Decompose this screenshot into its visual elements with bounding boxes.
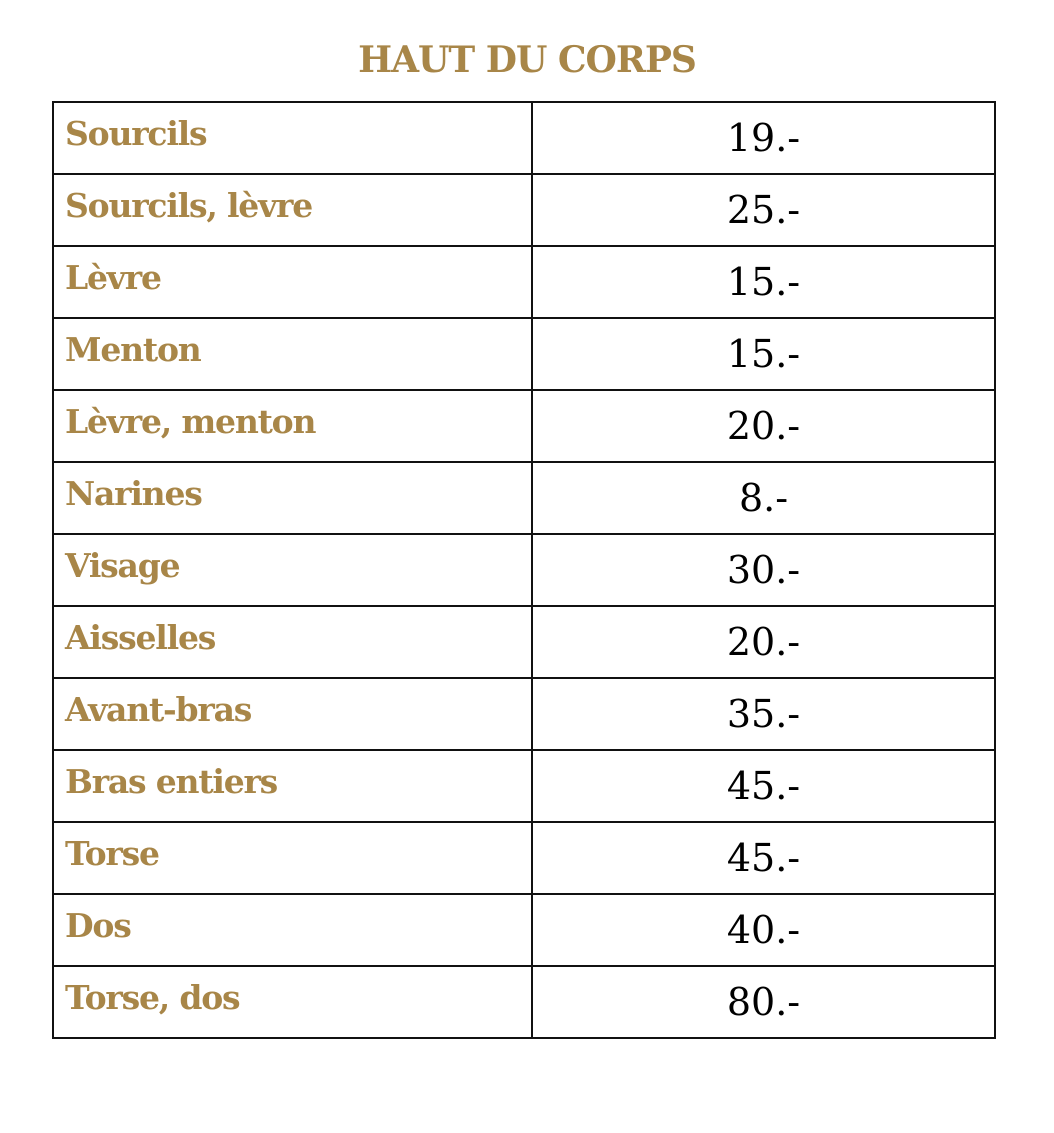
table-row [53, 390, 995, 462]
service-name-text: Visage [65, 545, 180, 585]
service-name [53, 606, 532, 678]
service-name-text: Torse [65, 833, 159, 873]
table-row [53, 750, 995, 822]
service-price: 19.- [532, 102, 995, 174]
table-row [53, 174, 995, 246]
service-name-text: Lèvre [65, 257, 161, 297]
table-row [53, 822, 995, 894]
table-row [53, 606, 995, 678]
table-row [53, 966, 995, 1038]
service-price: 80.- [532, 966, 995, 1038]
service-price: 15.- [532, 246, 995, 318]
service-name [53, 462, 532, 534]
service-name-text: Dos [65, 905, 131, 945]
service-name-text: Sourcils [65, 113, 207, 153]
service-name [53, 678, 532, 750]
table-row [53, 246, 995, 318]
service-price: 35.- [532, 678, 995, 750]
service-name [53, 390, 532, 462]
service-name-text: Aisselles [65, 617, 216, 657]
table-row [53, 462, 995, 534]
service-name [53, 750, 532, 822]
service-name-text: Menton [65, 329, 201, 369]
service-price: 25.- [532, 174, 995, 246]
service-price: 20.- [532, 390, 995, 462]
page-title: HAUT DU CORPS [358, 39, 696, 81]
service-name-text: Narines [65, 473, 202, 513]
service-name-text: Bras entiers [65, 761, 278, 801]
service-name-text: Sourcils, lèvre [65, 185, 313, 225]
service-price: 8.- [532, 462, 995, 534]
service-price: 15.- [532, 318, 995, 390]
table-row [53, 318, 995, 390]
service-price: 40.- [532, 894, 995, 966]
service-price: 20.- [532, 606, 995, 678]
table-row [53, 102, 995, 174]
service-price: 45.- [532, 822, 995, 894]
service-name-text: Torse, dos [65, 977, 240, 1017]
service-name [53, 894, 532, 966]
service-name [53, 174, 532, 246]
service-name [53, 822, 532, 894]
service-name [53, 966, 532, 1038]
price-table [52, 101, 996, 1039]
table-row [53, 894, 995, 966]
service-name-text: Avant-bras [65, 689, 252, 729]
service-price: 45.- [532, 750, 995, 822]
table-row [53, 534, 995, 606]
service-name [53, 102, 532, 174]
service-name-text: Lèvre, menton [65, 401, 316, 441]
service-name [53, 318, 532, 390]
service-name [53, 534, 532, 606]
service-name [53, 246, 532, 318]
service-price: 30.- [532, 534, 995, 606]
table-row [53, 678, 995, 750]
